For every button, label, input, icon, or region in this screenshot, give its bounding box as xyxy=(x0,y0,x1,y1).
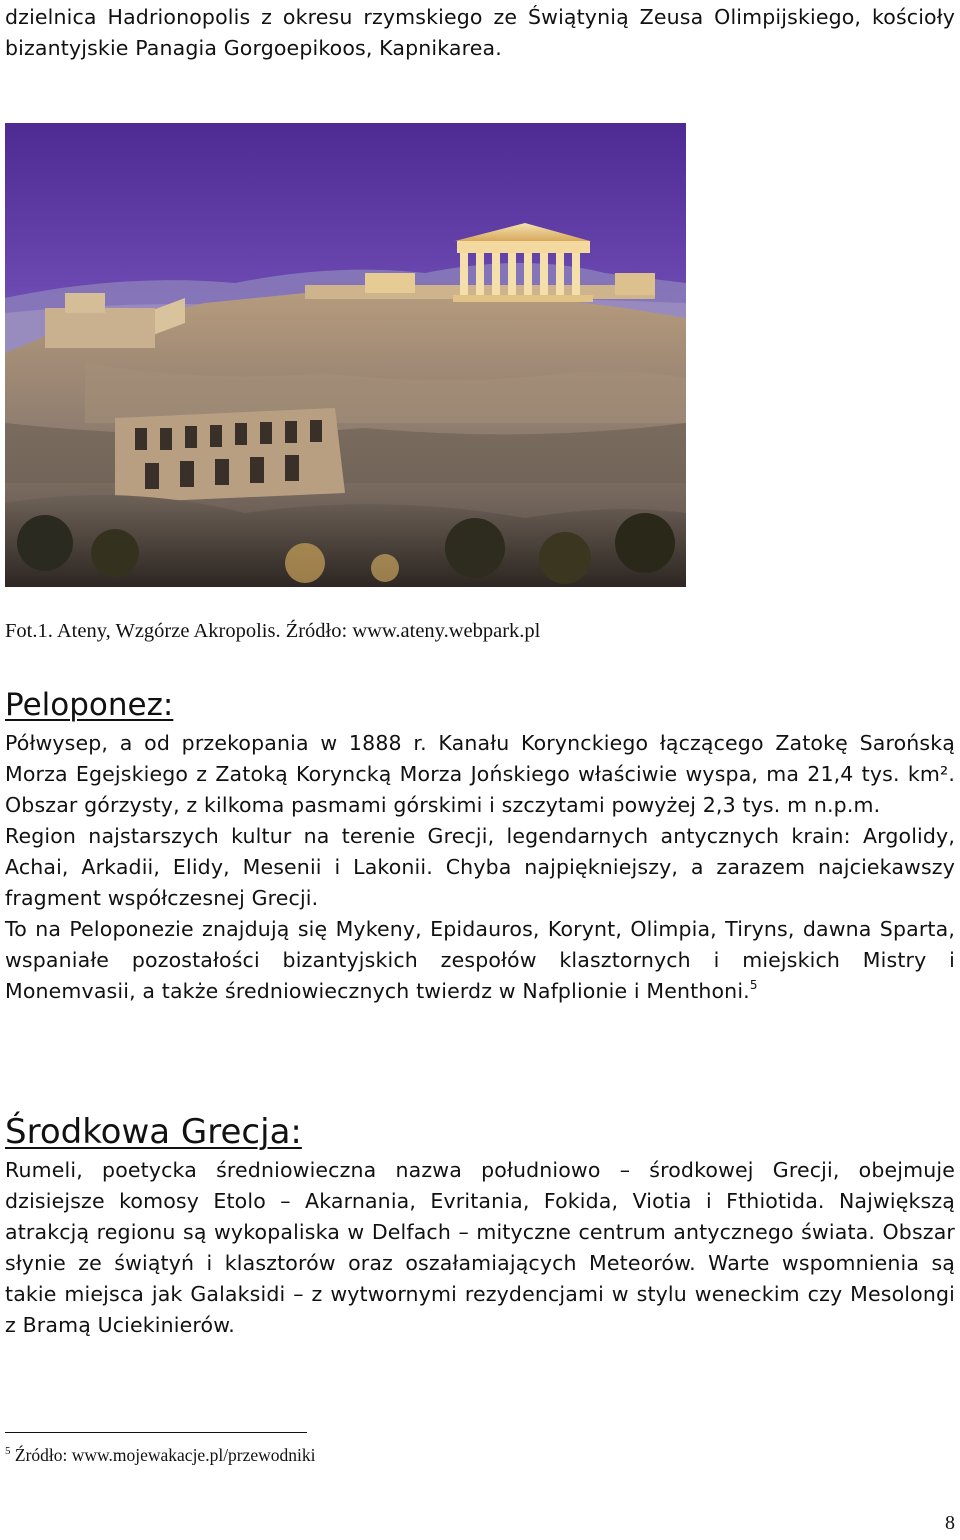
footnote-number: 5 xyxy=(5,1445,11,1457)
peloponez-paragraph-2: Region najstarszych kultur na terenie Grecji, legendarnych antycznych krain: Argolidy, Achai, Arkadii, Elidy, Mesenii i Lakonii. Chyba najpiękniejszy, a zarazem najciekawszy fragment współczesnej Grecji. xyxy=(5,824,955,910)
peloponez-paragraph-1: Półwysep, a od przekopania w 1888 r. Kanału Korynckiego łączącego Zatokę Sarońską Morza Egejskiego z Zatoką Koryncką Morza Jońskiego właściwie wyspa, ma 21,4 tys. km². Obszar górzysty, z kilkoma pasmami górskimi i szczytami powyżej 2,3 tys. m n.p.m. xyxy=(5,731,955,817)
footnote xyxy=(5,1445,316,1466)
odeon-shape xyxy=(115,408,345,503)
section-srodkowa-grecja xyxy=(5,1155,955,1341)
peloponez-paragraph-3-text: To na Peloponezie znajdują się Mykeny, Epidauros, Korynt, Olimpia, Tiryns, dawna Sparta, wspaniałe pozostałości bizantyjskich zespołów klasztornych i miejskich Mistry i Monemvasii, a także średniowiecznych twierdz w Nafplionie i Menthoni. xyxy=(5,917,955,1003)
page-number: 8 xyxy=(945,1512,955,1534)
section-heading-peloponez: Peloponez: xyxy=(5,687,174,723)
footnote-text: Źródło: www.mojewakacje.pl/przewodniki xyxy=(10,1445,316,1465)
photo-caption: Fot.1. Ateny, Wzgórze Akropolis. Źródło: www.ateny.webpark.pl xyxy=(5,620,541,642)
peloponez-paragraph-3 xyxy=(5,914,955,1007)
footnote-reference[interactable]: 5 xyxy=(749,978,758,992)
section-peloponez xyxy=(5,728,955,1007)
section-heading-srodkowa-grecja: Środkowa Grecja: xyxy=(5,1112,302,1152)
document-page xyxy=(5,0,955,1540)
acropolis-photo xyxy=(5,123,686,587)
intro-paragraph: dzielnica Hadrionopolis z okresu rzymskiego ze Świątynią Zeusa Olimpijskiego, kościoły bizantyjskie Panagia Gorgoepikoos, Kapnikarea. xyxy=(5,5,955,60)
footnote-divider xyxy=(5,1432,307,1433)
srodkowa-paragraph-1: Rumeli, poetycka średniowieczna nazwa południowo – środkowej Grecji, obejmuje dzisiejsze komosy Etolo – Akarnania, Evritania, Fokida, Viotia i Fthiotida. Największą atrakcją regionu są wykopaliska w Delfach – mityczne centrum antycznego świata. Obszar słynie ze świątyń i klasztorów oraz oszałamiających Meteorów. Warte wspomnienia są takie miejsca jak Galaksidi – z wytwornymi rezydencjami w stylu weneckim czy Mesolongi z Bramą Uciekinierów. xyxy=(5,1158,955,1337)
